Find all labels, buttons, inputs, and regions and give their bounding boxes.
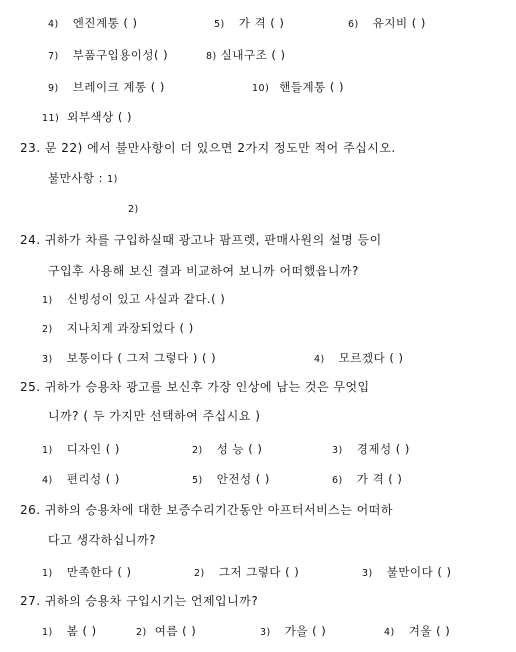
option-text: 불만이다 ( ) <box>386 565 452 579</box>
q26-option-1[interactable] <box>42 565 132 581</box>
option-number: 11) <box>42 113 60 124</box>
option-number: 4) <box>42 475 53 486</box>
option-text: 봄 ( ) <box>66 624 97 638</box>
question-26-title: 26. 귀하의 승용차에 대한 보증수리기간동안 아프터서비스는 어떠하 <box>20 503 393 517</box>
complaint-label: 불만사항 : <box>48 171 103 185</box>
q27-option-1[interactable] <box>42 624 97 640</box>
option-number: 2) <box>136 627 147 638</box>
option-text: 가을 ( ) <box>284 624 327 638</box>
option-number: 10) <box>252 83 270 94</box>
q27-option-3[interactable] <box>260 624 326 640</box>
complaint-line-1[interactable] <box>48 171 132 187</box>
option-6-maintenance[interactable] <box>348 16 426 32</box>
option-text: 보통이다 ( 그저 그렇다 ) ( ) <box>66 351 217 365</box>
q26-option-2[interactable] <box>194 565 299 581</box>
option-text: 디자인 ( ) <box>66 442 120 456</box>
option-number: 5) <box>192 475 203 486</box>
q24-option-2[interactable] <box>42 321 194 337</box>
option-11-exterior-color[interactable] <box>42 110 132 126</box>
option-text: 부품구입용이성( ) <box>72 48 169 62</box>
option-text: 외부색상 ( ) <box>67 110 133 124</box>
option-text: 가 격 ( ) <box>356 472 403 486</box>
option-number: 3) <box>362 568 373 579</box>
q24-option-4[interactable] <box>314 351 404 367</box>
option-text: 신빙성이 있고 사실과 같다.( ) <box>66 292 226 306</box>
question-27-title: 27. 귀하의 승용차 구입시기는 언제입니까? <box>20 594 259 608</box>
option-number: 8) <box>206 51 217 62</box>
option-number: 4) <box>384 627 395 638</box>
q25-option-4[interactable] <box>42 472 120 488</box>
option-text: 핸들계통 ( ) <box>279 80 345 94</box>
option-number: 1) <box>42 445 53 456</box>
option-number: 9) <box>48 83 59 94</box>
question-25-title-cont: 니까? ( 두 가지만 선택하여 주십시요 ) <box>48 409 261 423</box>
q24-option-3[interactable] <box>42 351 216 367</box>
q25-option-2[interactable] <box>192 442 262 458</box>
q25-option-1[interactable] <box>42 442 120 458</box>
question-23-title: 23. 문 22) 에서 불만사항이 더 있으면 2가지 정도만 적어 주십시오. <box>20 141 396 155</box>
option-number: 1) <box>42 627 53 638</box>
option-number: 7) <box>48 51 59 62</box>
option-7-parts[interactable] <box>48 48 168 64</box>
option-number: 6) <box>332 475 343 486</box>
option-10-steering[interactable] <box>252 80 344 96</box>
option-text: 지나치게 과장되었다 ( ) <box>66 321 194 335</box>
option-number: 1) <box>42 568 53 579</box>
option-number: 4) <box>48 19 59 30</box>
option-text: 그저 그렇다 ( ) <box>218 565 300 579</box>
option-4-engine[interactable] <box>48 16 138 32</box>
option-text: 여름 ( ) <box>154 624 197 638</box>
q24-option-1[interactable] <box>42 292 225 308</box>
option-number: 1) <box>42 295 53 306</box>
option-number: 4) <box>314 354 325 365</box>
option-text: 유지비 ( ) <box>372 16 426 30</box>
option-text: 엔진계통 ( ) <box>72 16 138 30</box>
q27-option-4[interactable] <box>384 624 450 640</box>
option-number: 2) <box>194 568 205 579</box>
question-24-title: 24. 귀하가 차를 구입하실때 광고나 팜프렛, 판매사원의 설명 등이 <box>20 233 382 247</box>
option-number: 3) <box>42 354 53 365</box>
q25-option-3[interactable] <box>332 442 410 458</box>
option-text: 가 격 ( ) <box>238 16 285 30</box>
option-text: 모르겠다 ( ) <box>338 351 404 365</box>
question-25-title: 25. 귀하가 승용차 광고를 보신후 가장 인상에 남는 것은 무엇입 <box>20 380 370 394</box>
q25-option-6[interactable] <box>332 472 402 488</box>
complaint-line-2[interactable] <box>128 201 153 217</box>
option-number: 3) <box>260 627 271 638</box>
question-26-title-cont: 다고 생각하십니까? <box>48 533 156 547</box>
option-text: 겨울 ( ) <box>408 624 451 638</box>
option-text: 성 능 ( ) <box>216 442 263 456</box>
q26-option-3[interactable] <box>362 565 452 581</box>
option-9-brake[interactable] <box>48 80 165 96</box>
option-number: 3) <box>332 445 343 456</box>
option-number: 2) <box>192 445 203 456</box>
option-text: 편리성 ( ) <box>66 472 120 486</box>
question-24-title-cont: 구입후 사용해 보신 결과 비교하여 보니까 어떠했읍니까? <box>48 264 359 278</box>
q27-option-2[interactable] <box>136 624 196 640</box>
option-5-price[interactable] <box>214 16 284 32</box>
q25-option-5[interactable] <box>192 472 270 488</box>
option-number: 5) <box>214 19 225 30</box>
option-text: 브레이크 계통 ( ) <box>72 80 165 94</box>
option-8-interior[interactable] <box>206 48 286 64</box>
option-text: 실내구조 ( ) <box>220 48 286 62</box>
option-number: 1) <box>107 174 118 185</box>
option-text: 만족한다 ( ) <box>66 565 132 579</box>
option-text: 안전성 ( ) <box>216 472 270 486</box>
option-number: 2) <box>42 324 53 335</box>
option-number: 6) <box>348 19 359 30</box>
option-text: 경제성 ( ) <box>356 442 410 456</box>
option-number: 2) <box>128 204 139 215</box>
